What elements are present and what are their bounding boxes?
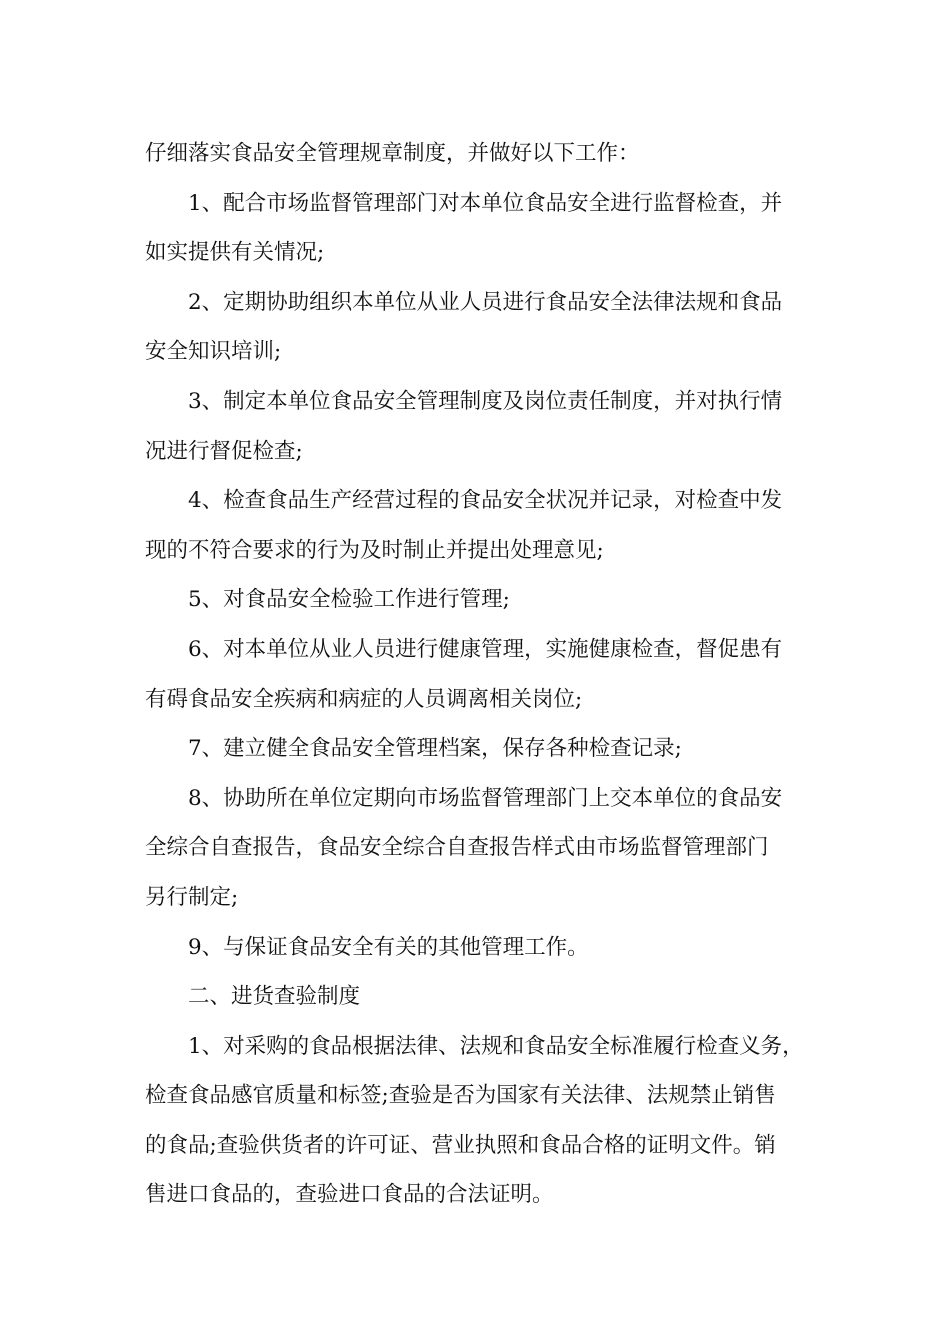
paragraph-section-item-1: 1、对采购的食品根据法律、法规和食品安全标准履行检查义务， 检查食品感官质量和标签;查验是否为国家有关法律、法规禁止销售 的食品;查验供货者的许可证、营业执照和食品合格的证明文件。销 售进口食品的，查验进口食品的合法证明。 bbox=[145, 1033, 804, 1208]
paragraph-item-3: 3、制定本单位食品安全管理制度及岗位责任制度，并对执行情 况进行督促检查; bbox=[145, 388, 783, 464]
document-body bbox=[145, 129, 815, 1220]
paragraph-item-9: 9、与保证食品安全有关的其他管理工作。 bbox=[188, 934, 589, 960]
paragraph-item-5: 5、对食品安全检验工作进行管理; bbox=[188, 587, 510, 613]
paragraph-item-7: 7、建立健全食品安全管理档案，保存各种检查记录; bbox=[188, 736, 682, 762]
paragraph-intro: 仔细落实食品安全管理规章制度，并做好以下工作： bbox=[145, 141, 640, 166]
paragraph-item-4: 4、检查食品生产经营过程的食品安全状况并记录，对检查中发 现的不符合要求的行为及时制止并提出处理意见; bbox=[145, 488, 783, 563]
paragraph-item-1: 1、配合市场监督管理部门对本单位食品安全进行监督检查，并 如实提供有关情况; bbox=[145, 190, 783, 266]
paragraph-item-8: 8、协助所在单位定期向市场监督管理部门上交本单位的食品安 全综合自查报告，食品安全综合自查报告样式由市场监督管理部门 另行制定; bbox=[145, 785, 783, 910]
paragraph-item-6: 6、对本单位从业人员进行健康管理，实施健康检查，督促患有 有碍食品安全疾病和病症的人员调离相关岗位; bbox=[145, 636, 783, 712]
section-heading: 二、进货查验制度 bbox=[188, 984, 361, 1010]
paragraph-item-2: 2、定期协助组织本单位从业人员进行食品安全法律法规和食品 安全知识培训; bbox=[145, 289, 783, 365]
